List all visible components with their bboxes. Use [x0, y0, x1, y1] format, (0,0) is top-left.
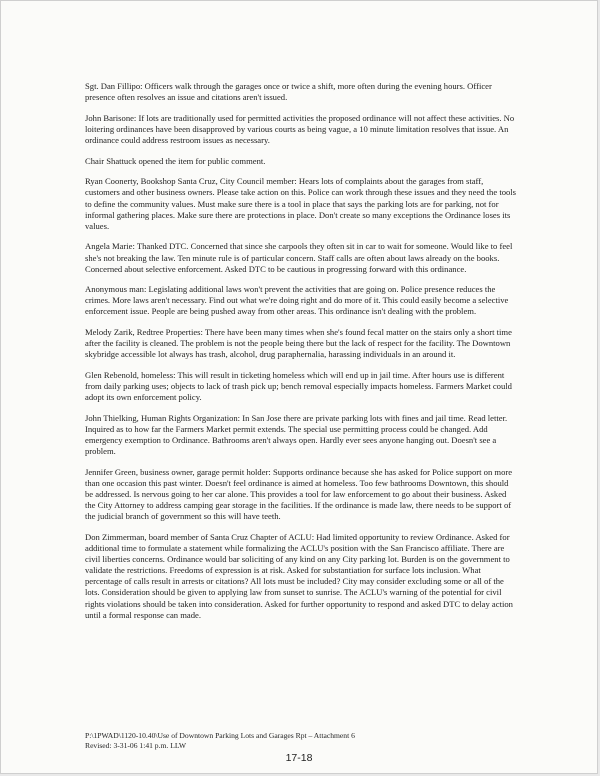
paragraph-zimmerman: Don Zimmerman, board member of Santa Cruz Chapter of ACLU: Had limited opportunity to review Ordinance. Asked for additional time to formulate a statement while formalizing the ACLU's position with the San Francisco affiliate. There are civil liberties concerns. Ordinance would bar soliciting of any kind on any City parking lot. Burden is on the government to validate the restrictions. Freedoms of expression is at risk. Asked for substantiation for surface lots inclusion. What percentage of calls result in arrests or citations? All lots must be included? City may consider excluding some or all of the lots. Consideration should be given to applying law from sunset to sunrise. The ACLU's warning of the potential for civil rights violations should be taken into consideration. Asked for further opportunity to respond and asked DTC to delay action until a formal response can made. [85, 531, 513, 620]
footer-file-path: P:\1PWAD\1120-10.40\Use of Downtown Parking Lots and Garages Rpt – Attachment 6 [85, 731, 355, 740]
paragraph-coonerty: Ryan Coonerty, Bookshop Santa Cruz, City Council member: Hears lots of complaints about the garages from staff, customers and other business owners. Please take action on this. Police can work through these issues and they need the tools to define the community values. Must make sure there is a tool in place that says the parking lots are for parking, not for informal gathering places. Make sure there are protections in place. Don't create so many exceptions the Ordinance loses its values. [85, 176, 517, 231]
paragraph-thielking: John Thielking, Human Rights Organization: In San Jose there are private parking lots with fines and jail time. Read letter. Inquired as to how far the Farmers Market permit extends. The special use permitting process could be changed. Add emergency exemption to Ordinance. Bathrooms aren't always open. Hardly ever sees anyone hanging out. Doesn't see a problem. [85, 412, 508, 457]
paragraph-chair-shattuck: Chair Shattuck opened the item for public comment. [85, 155, 266, 166]
paragraph-fillipo: Sgt. Dan Fillipo: Officers walk through the garages once or twice a shift, more often during the evening hours. Officer presence often resolves an issue and citations aren't issued. [85, 81, 492, 103]
page-number: 17-18 [285, 752, 313, 764]
paragraph-angela-marie: Angela Marie: Thanked DTC. Concerned that since she carpools they often sit in car to wait for someone. Would like to feel she's not breaking the law. Ten minute rule is of particular concern. Staff calls are often about laws already on the books. Concerned about selective enforcement. Asked DTC to be cautious in progressing forward with this ordinance. [85, 241, 513, 274]
paragraph-green: Jennifer Green, business owner, garage permit holder: Supports ordinance because she has asked for Police support on more than one occasion this past winter. Doesn't feel ordinance is aimed at homeless. Too few bathrooms Downtown, this should be addressed. Is nervous going to her car alone. This provides a tool for law enforcement to go about their business. Asked the City Attorney to address camping gear storage in the facilities. If the ordinance is made law, there needs to be support of the judicial branch of government so this will have teeth. [85, 466, 513, 522]
paragraph-rebenold: Glen Rebenold, homeless: This will result in ticketing homeless which will end up in jail time. After hours use is different from daily parking uses; objects to lack of trash pick up; bench removal especially impacts homeless. Farmers Market could adopt its own enforcement policy. [85, 370, 512, 403]
meeting-minutes-body [85, 81, 517, 630]
paragraph-anonymous-man: Anonymous man: Legislating additional laws won't prevent the activities that are going on. Police presence reduces the crimes. More laws aren't necessary. Find out what we're doing right and do more of it. This could easily become a selective enforcement issue. People are being pushed away from other areas. This ordinance isn't dealing with the problem. [85, 284, 509, 317]
footer-revised-date: Revised: 3-31-06 1:41 p.m. LLW [85, 740, 187, 750]
document-footer [85, 731, 355, 750]
paragraph-barisone: John Barisone: If lots are traditionally used for permitted activities the proposed ordinance will not affect these activities. No loitering ordinances have been disapproved by various courts as being vague, a 10 minute limitation resolves that issue. An ordinance could address restroom issues as necessary. [85, 112, 515, 145]
paragraph-zarik: Melody Zarik, Redtree Properties: There have been many times when she's found fecal matter on the stairs only a short time after the facility is cleaned. The problem is not the people being there but the lack of respect for the facility. The Downtown skybridge accessible lot always has trash, alcohol, drug paraphernalia, harassing individuals in an around it. [85, 327, 512, 360]
